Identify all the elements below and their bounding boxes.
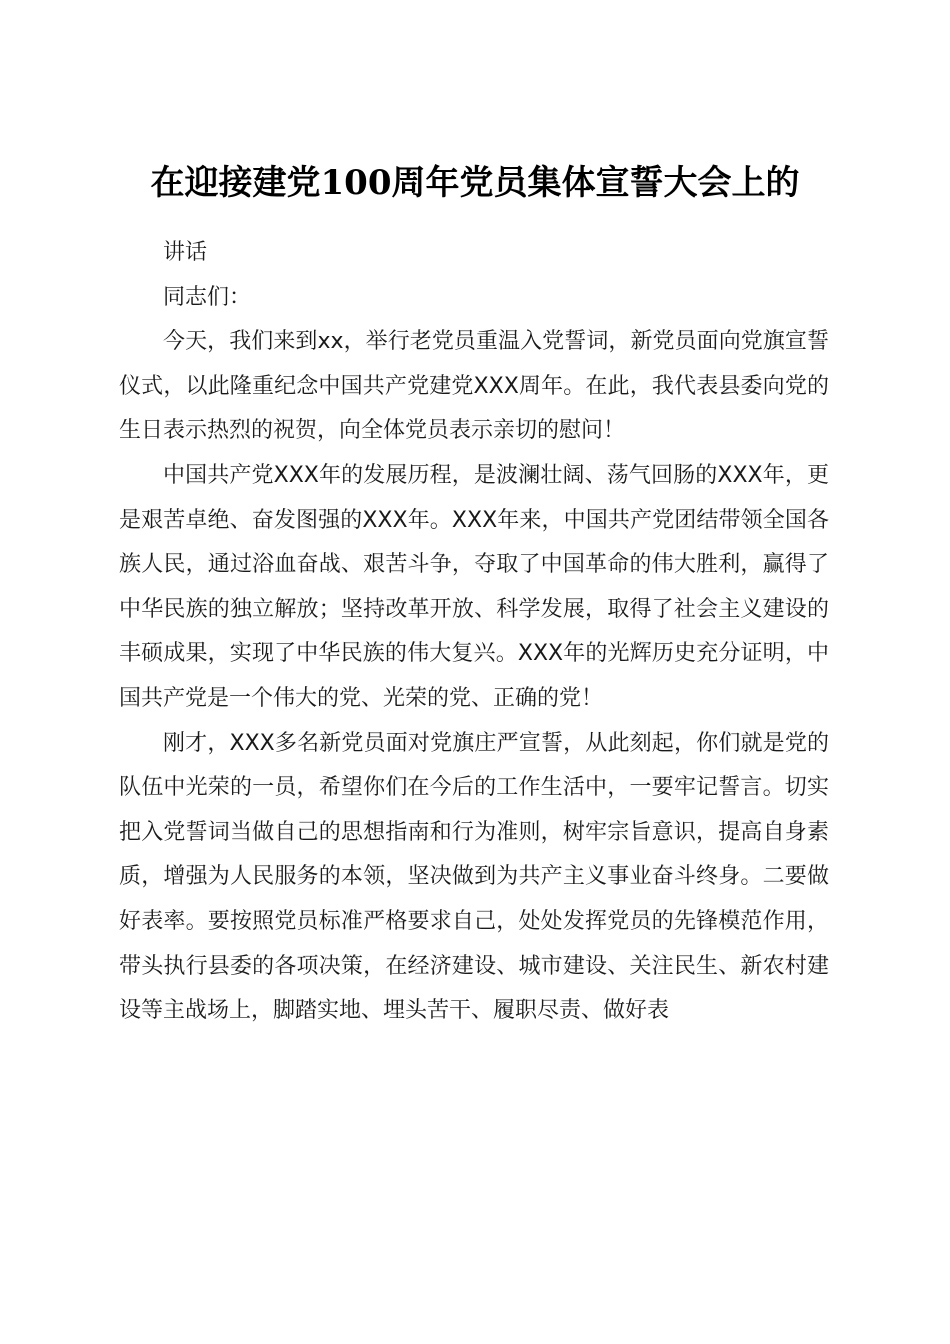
- document-title: 在迎接建党100周年党员集体宣誓大会上的: [150, 162, 800, 203]
- paragraph-new-members: 刚才，XXX多名新党员面对党旗庄严宣誓，从此刻起，你们就是党的队伍中光荣的一员，希望你们在今后的工作生活中，一要牢记誓言。切实把入党誓词当做自己的思想指南和行为准则，树牢宗旨意识，提高自身素质，增强为人民服务的本领，坚决做到为共产主义事业奋斗终身。二要做好表率。要按照党员标准严格要求自己，处处发挥党员的先锋模范作用，带头执行县委的各项决策，在经济建设、城市建设、关注民生、新农村建设等主战场上，脚踏实地、埋头苦干、履职尽责、做好表: [119, 730, 829, 1024]
- document-body: [119, 231, 829, 1034]
- paragraph-history: 中国共产党XXX年的发展历程，是波澜壮阔、荡气回肠的XXX年，更是艰苦卓绝、奋发图强的XXX年。XXX年来，中国共产党团结带领全国各族人民，通过浴血奋战、艰苦斗争，夺取了中国革命的伟大胜利，赢得了中华民族的独立解放；坚持改革开放、科学发展，取得了社会主义建设的丰硕成果，实现了中华民族的伟大复兴。XXX年的光辉历史充分证明，中国共产党是一个伟大的党、光荣的党、正确的党！: [119, 462, 829, 711]
- paragraph-salutation: 同志们：: [163, 284, 252, 310]
- paragraph-opening: 今天，我们来到xx，举行老党员重温入党誓词，新党员面向党旗宣誓仪式，以此隆重纪念中国共产党建党XXX周年。在此，我代表县委向党的生日表示热烈的祝贺，向全体党员表示亲切的慰问！: [119, 329, 829, 444]
- paragraph-speech-label: 讲话: [163, 240, 208, 265]
